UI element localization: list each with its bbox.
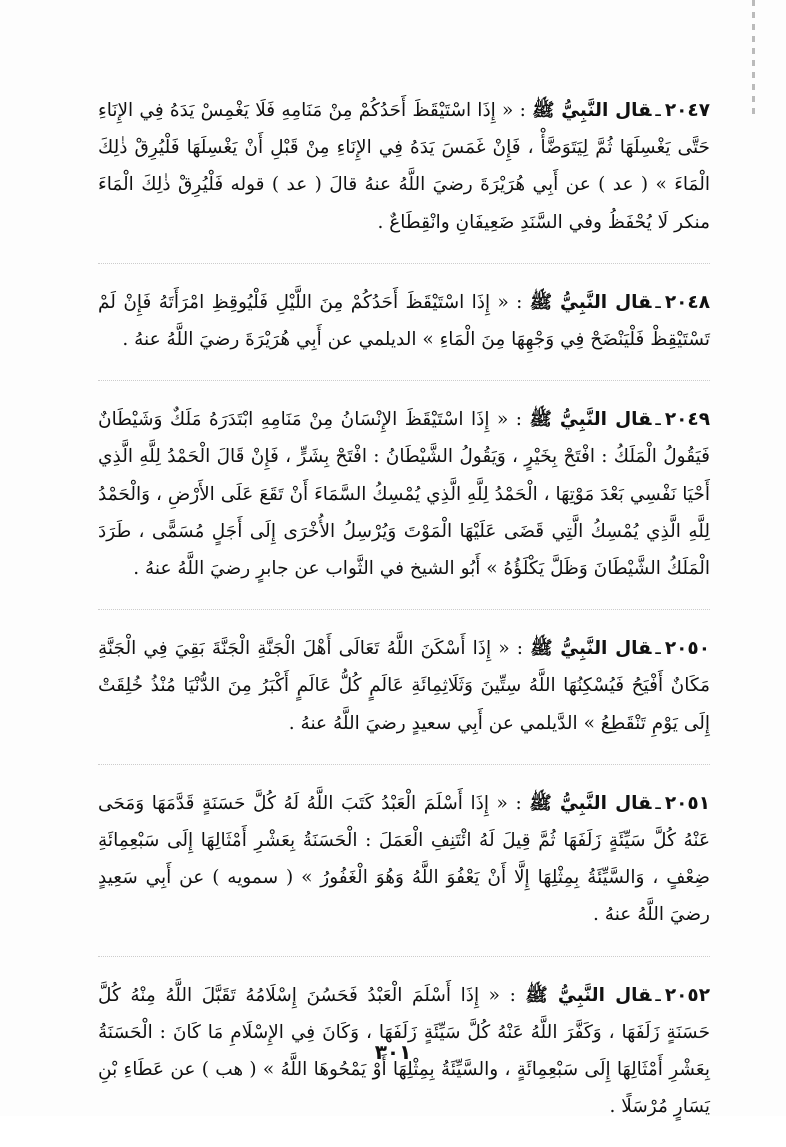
binding-edge-mark [752, 0, 755, 120]
hadith-entry-2052: ٢٠٥٢ـقال النَّبِيُّ ﷺ : « إِذَا أَسْلَمَ الْعَبْدُ فَحَسُنَ إِسْلَامُهُ تَقَبَّلَ اللَّهُ مِنْهُ كُلَّ حَسَنَةٍ زَلَفَهَا ، وَكَفَّرَ اللَّهُ عَنْهُ كُلَّ سَيِّئَةٍ زَلَفَهَا ، وَكَانَ فِي الإِسْلَامِ مَا كَانَ : الْحَسَنَةُ بِعَشْرِ أَمْثَالِهَا إِلَى سَبْعِمِائَةٍ ، والسَّيِّئَةُ بِمِثْلِهَا أَوْ يَمْحُوهَا اللَّهُ » ( هب ) عن عَطَاءِ بْنِ يَسَارٍ مُرْسَلًا . [98, 984, 711, 1118]
hadith-text: : « إِذَا اسْتَيْقَظَ الإِنْسَانُ مِنْ مَنَامِهِ ابْتَدَرَهُ مَلَكٌ وَشَيْطَانٌ فَيَقُولُ الْمَلَكُ : افْتَحْ بِخَيْرٍ ، وَيَقُولُ الشَّيْطَانُ : افْتَحْ بِشَرٍّ ، فَإِنْ قَالَ الْحَمْدُ لِلَّهِ الَّذِي أَحْيَا نَفْسِي بَعْدَ مَوْتِهَا ، الْحَمْدُ لِلَّهِ الَّذِي يُمْسِكُ السَّمَاءَ أَنْ تَقَعَ عَلَى الأَرْضِ ، وَالْحَمْدُ لِلَّهِ الَّذِي يُمْسِكُ الَّتِي قَضَى عَلَيْهَا الْمَوْتَ وَيُرْسِلُ الأُخْرَى إِلَى أَجَلٍ مُسَمًّى ، طَرَدَ الْمَلَكُ الشَّيْطَانَ وَظَلَّ يَكْلَؤُهُ » أَبُو الشيخ في الثَّواب عن جابرٍ رضيَ اللَّهُ عنهُ . [98, 409, 710, 580]
hadith-text: : « إِذَا أَسْلَمَ الْعَبْدُ فَحَسُنَ إِسْلَامُهُ تَقَبَّلَ اللَّهُ مِنْهُ كُلَّ حَسَنَةٍ زَلَفَهَا ، وَكَفَّرَ اللَّهُ عَنْهُ كُلَّ سَيِّئَةٍ زَلَفَهَا ، وَكَانَ فِي الإِسْلَامِ مَا كَانَ : الْحَسَنَةُ بِعَشْرِ أَمْثَالِهَا إِلَى سَبْعِمِائَةٍ ، والسَّيِّئَةُ بِمِثْلِهَا أَوْ يَمْحُوهَا اللَّهُ » ( هب ) عن عَطَاءِ بْنِ يَسَارٍ مُرْسَلًا . [98, 984, 710, 1118]
divider [98, 956, 710, 957]
hadith-speaker: قال النَّبِيُّ ﷺ [529, 409, 652, 431]
divider [98, 380, 710, 381]
hadith-entry-2047: ٢٠٤٧ـقال النَّبِيُّ ﷺ : « إِذَا اسْتَيْقَظَ أَحَدُكُمْ مِنْ مَنَامِهِ فَلَا يَغْمِسْ يَدَهُ فِي الإِنَاءِ حَتَّى يَغْسِلَهَا ثُمَّ لِيَتَوَضَّأْ ، فَإِنْ غَمَسَ يَدَهُ فِي الإِنَاءِ مِنْ قَبْلِ أَنْ يَغْسِلَهَا فَلْيُرِقْ ذٰلِكَ الْمَاءَ » ( عد ) عن أَبِي هُرَيْرَةَ رضيَ اللَّهُ عنهُ قالَ ( عد ) قوله فَلْيُرِقْ ذٰلِكَ الْمَاءَ منكر لَا يُحْفَظُ وفي السَّنَدِ ضَعِيفَانِ وانْقِطَاعٌ . [98, 100, 710, 233]
divider [98, 764, 710, 765]
hadith-entry-2048: ٢٠٤٨ـقال النَّبِيُّ ﷺ : « إِذَا اسْتَيْقَظَ أَحَدُكُمْ مِنَ اللَّيْلِ فَلْيُوقِظِ امْرَأَتَهُ فَإِنْ لَمْ تَسْتَيْقِظْ فَلْيَنْضَحْ فِي وَجْهِهَا مِنَ الْمَاءِ » الديلمي عن أَبِي هُرَيْرَةَ رضيَ اللَّهُ عنهُ . [98, 291, 710, 351]
hadith-speaker: قال النَّبِيُّ ﷺ [532, 100, 652, 121]
divider [98, 609, 710, 610]
hadith-number: ٢٠٥٠ [664, 638, 710, 660]
hadith-entry-2050: ٢٠٥٠ـقال النَّبِيُّ ﷺ : « إِذَا أَسْكَنَ اللَّهُ تَعَالَى أَهْلَ الْجَنَّةِ الْجَنَّةَ بَقِيَ فِي الْجَنَّةِ مَكَانٌ أَفْيَحُ فَيُسْكِنُهَا اللَّهُ سِتِّينَ وَثَلَاثِمِائَةِ عَالَمٍ كُلُّ عَالَمٍ أَكْبَرُ مِنَ الدُّنْيَا مُنْذُ خُلِقَتْ إِلَى يَوْمِ تَنْقَطِعُ » الدَّيلمي عن أَبِي سعيدٍ رضيَ اللَّهُ عنهُ . [98, 638, 710, 734]
hadith-text: : « إِذَا اسْتَيْقَظَ أَحَدُكُمْ مِنْ مَنَامِهِ فَلَا يَغْمِسْ يَدَهُ فِي الإِنَاءِ حَتَّى يَغْسِلَهَا ثُمَّ لِيَتَوَضَّأْ ، فَإِنْ غَمَسَ يَدَهُ فِي الإِنَاءِ مِنْ قَبْلِ أَنْ يَغْسِلَهَا فَلْيُرِقْ ذٰلِكَ الْمَاءَ » ( عد ) عن أَبِي هُرَيْرَةَ رضيَ اللَّهُ عنهُ قالَ ( عد ) قوله فَلْيُرِقْ ذٰلِكَ الْمَاءَ منكر لَا يُحْفَظُ وفي السَّنَدِ ضَعِيفَانِ وانْقِطَاعٌ . [98, 100, 710, 233]
hadith-number: ٢٠٥١ [664, 792, 711, 814]
hadith-number: ٢٠٥٢ [664, 984, 711, 1006]
hadith-list [98, 92, 710, 1147]
hadith-text: : « إِذَا اسْتَيْقَظَ أَحَدُكُمْ مِنَ اللَّيْلِ فَلْيُوقِظِ امْرَأَتَهُ فَإِنْ لَمْ تَسْتَيْقِظْ فَلْيَنْضَحْ فِي وَجْهِهَا مِنَ الْمَاءِ » الديلمي عن أَبِي هُرَيْرَةَ رضيَ اللَّهُ عنهُ . [98, 291, 710, 351]
hadith-entry-2049: ٢٠٤٩ـقال النَّبِيُّ ﷺ : « إِذَا اسْتَيْقَظَ الإِنْسَانُ مِنْ مَنَامِهِ ابْتَدَرَهُ مَلَكٌ وَشَيْطَانٌ فَيَقُولُ الْمَلَكُ : افْتَحْ بِخَيْرٍ ، وَيَقُولُ الشَّيْطَانُ : افْتَحْ بِشَرٍّ ، فَإِنْ قَالَ الْحَمْدُ لِلَّهِ الَّذِي أَحْيَا نَفْسِي بَعْدَ مَوْتِهَا ، الْحَمْدُ لِلَّهِ الَّذِي يُمْسِكُ السَّمَاءَ أَنْ تَقَعَ عَلَى الأَرْضِ ، وَالْحَمْدُ لِلَّهِ الَّذِي يُمْسِكُ الَّتِي قَضَى عَلَيْهَا الْمَوْتَ وَيُرْسِلُ الأُخْرَى إِلَى أَجَلٍ مُسَمًّى ، طَرَدَ الْمَلَكُ الشَّيْطَانَ وَظَلَّ يَكْلَؤُهُ » أَبُو الشيخ في الثَّواب عن جابرٍ رضيَ اللَّهُ عنهُ . [98, 409, 710, 580]
divider [98, 263, 710, 264]
page-number: ٣٠١ [374, 1040, 412, 1064]
hadith-number: ٢٠٤٨ [664, 291, 710, 313]
hadith-speaker: قال النَّبِيُّ ﷺ [529, 291, 652, 313]
hadith-text: : « إِذَا أَسْلَمَ الْعَبْدُ كَتَبَ اللَّهُ لَهُ كُلَّ حَسَنَةٍ قَدَّمَهَا وَمَحَى عَنْهُ كُلَّ سَيِّئَةٍ زَلَفَهَا ثُمَّ قِيلَ لَهُ ائْتَنِفِ الْعَمَلَ : الْحَسَنَةُ بِعَشْرِ أَمْثَالِهَا إِلَى سَبْعِمِائَةِ ضِعْفٍ ، وَالسَّيِّئَةُ بِمِثْلِهَا إِلَّا أَنْ يَعْفُوَ اللَّهُ وَهُوَ الْغَفُورُ » ( سمويه ) عن أَبِي سَعِيدٍ رضيَ اللَّهُ عنهُ . [98, 792, 710, 926]
hadith-entry-2051: ٢٠٥١ـقال النَّبِيُّ ﷺ : « إِذَا أَسْلَمَ الْعَبْدُ كَتَبَ اللَّهُ لَهُ كُلَّ حَسَنَةٍ قَدَّمَهَا وَمَحَى عَنْهُ كُلَّ سَيِّئَةٍ زَلَفَهَا ثُمَّ قِيلَ لَهُ ائْتَنِفِ الْعَمَلَ : الْحَسَنَةُ بِعَشْرِ أَمْثَالِهَا إِلَى سَبْعِمِائَةِ ضِعْفٍ ، وَالسَّيِّئَةُ بِمِثْلِهَا إِلَّا أَنْ يَعْفُوَ اللَّهُ وَهُوَ الْغَفُورُ » ( سمويه ) عن أَبِي سَعِيدٍ رضيَ اللَّهُ عنهُ . [98, 792, 711, 926]
hadith-number: ٢٠٤٧ [664, 100, 710, 121]
hadith-number: ٢٠٤٩ [664, 409, 710, 431]
hadith-speaker: قال النَّبِيُّ ﷺ [529, 792, 652, 814]
hadith-text: : « إِذَا أَسْكَنَ اللَّهُ تَعَالَى أَهْلَ الْجَنَّةِ الْجَنَّةَ بَقِيَ فِي الْجَنَّةِ مَكَانٌ أَفْيَحُ فَيُسْكِنُهَا اللَّهُ سِتِّينَ وَثَلَاثِمِائَةِ عَالَمٍ كُلُّ عَالَمٍ أَكْبَرُ مِنَ الدُّنْيَا مُنْذُ خُلِقَتْ إِلَى يَوْمِ تَنْقَطِعُ » الدَّيلمي عن أَبِي سعيدٍ رضيَ اللَّهُ عنهُ . [98, 638, 710, 734]
hadith-speaker: قال النَّبِيُّ ﷺ [525, 984, 652, 1006]
hadith-speaker: قال النَّبِيُّ ﷺ [530, 638, 652, 660]
